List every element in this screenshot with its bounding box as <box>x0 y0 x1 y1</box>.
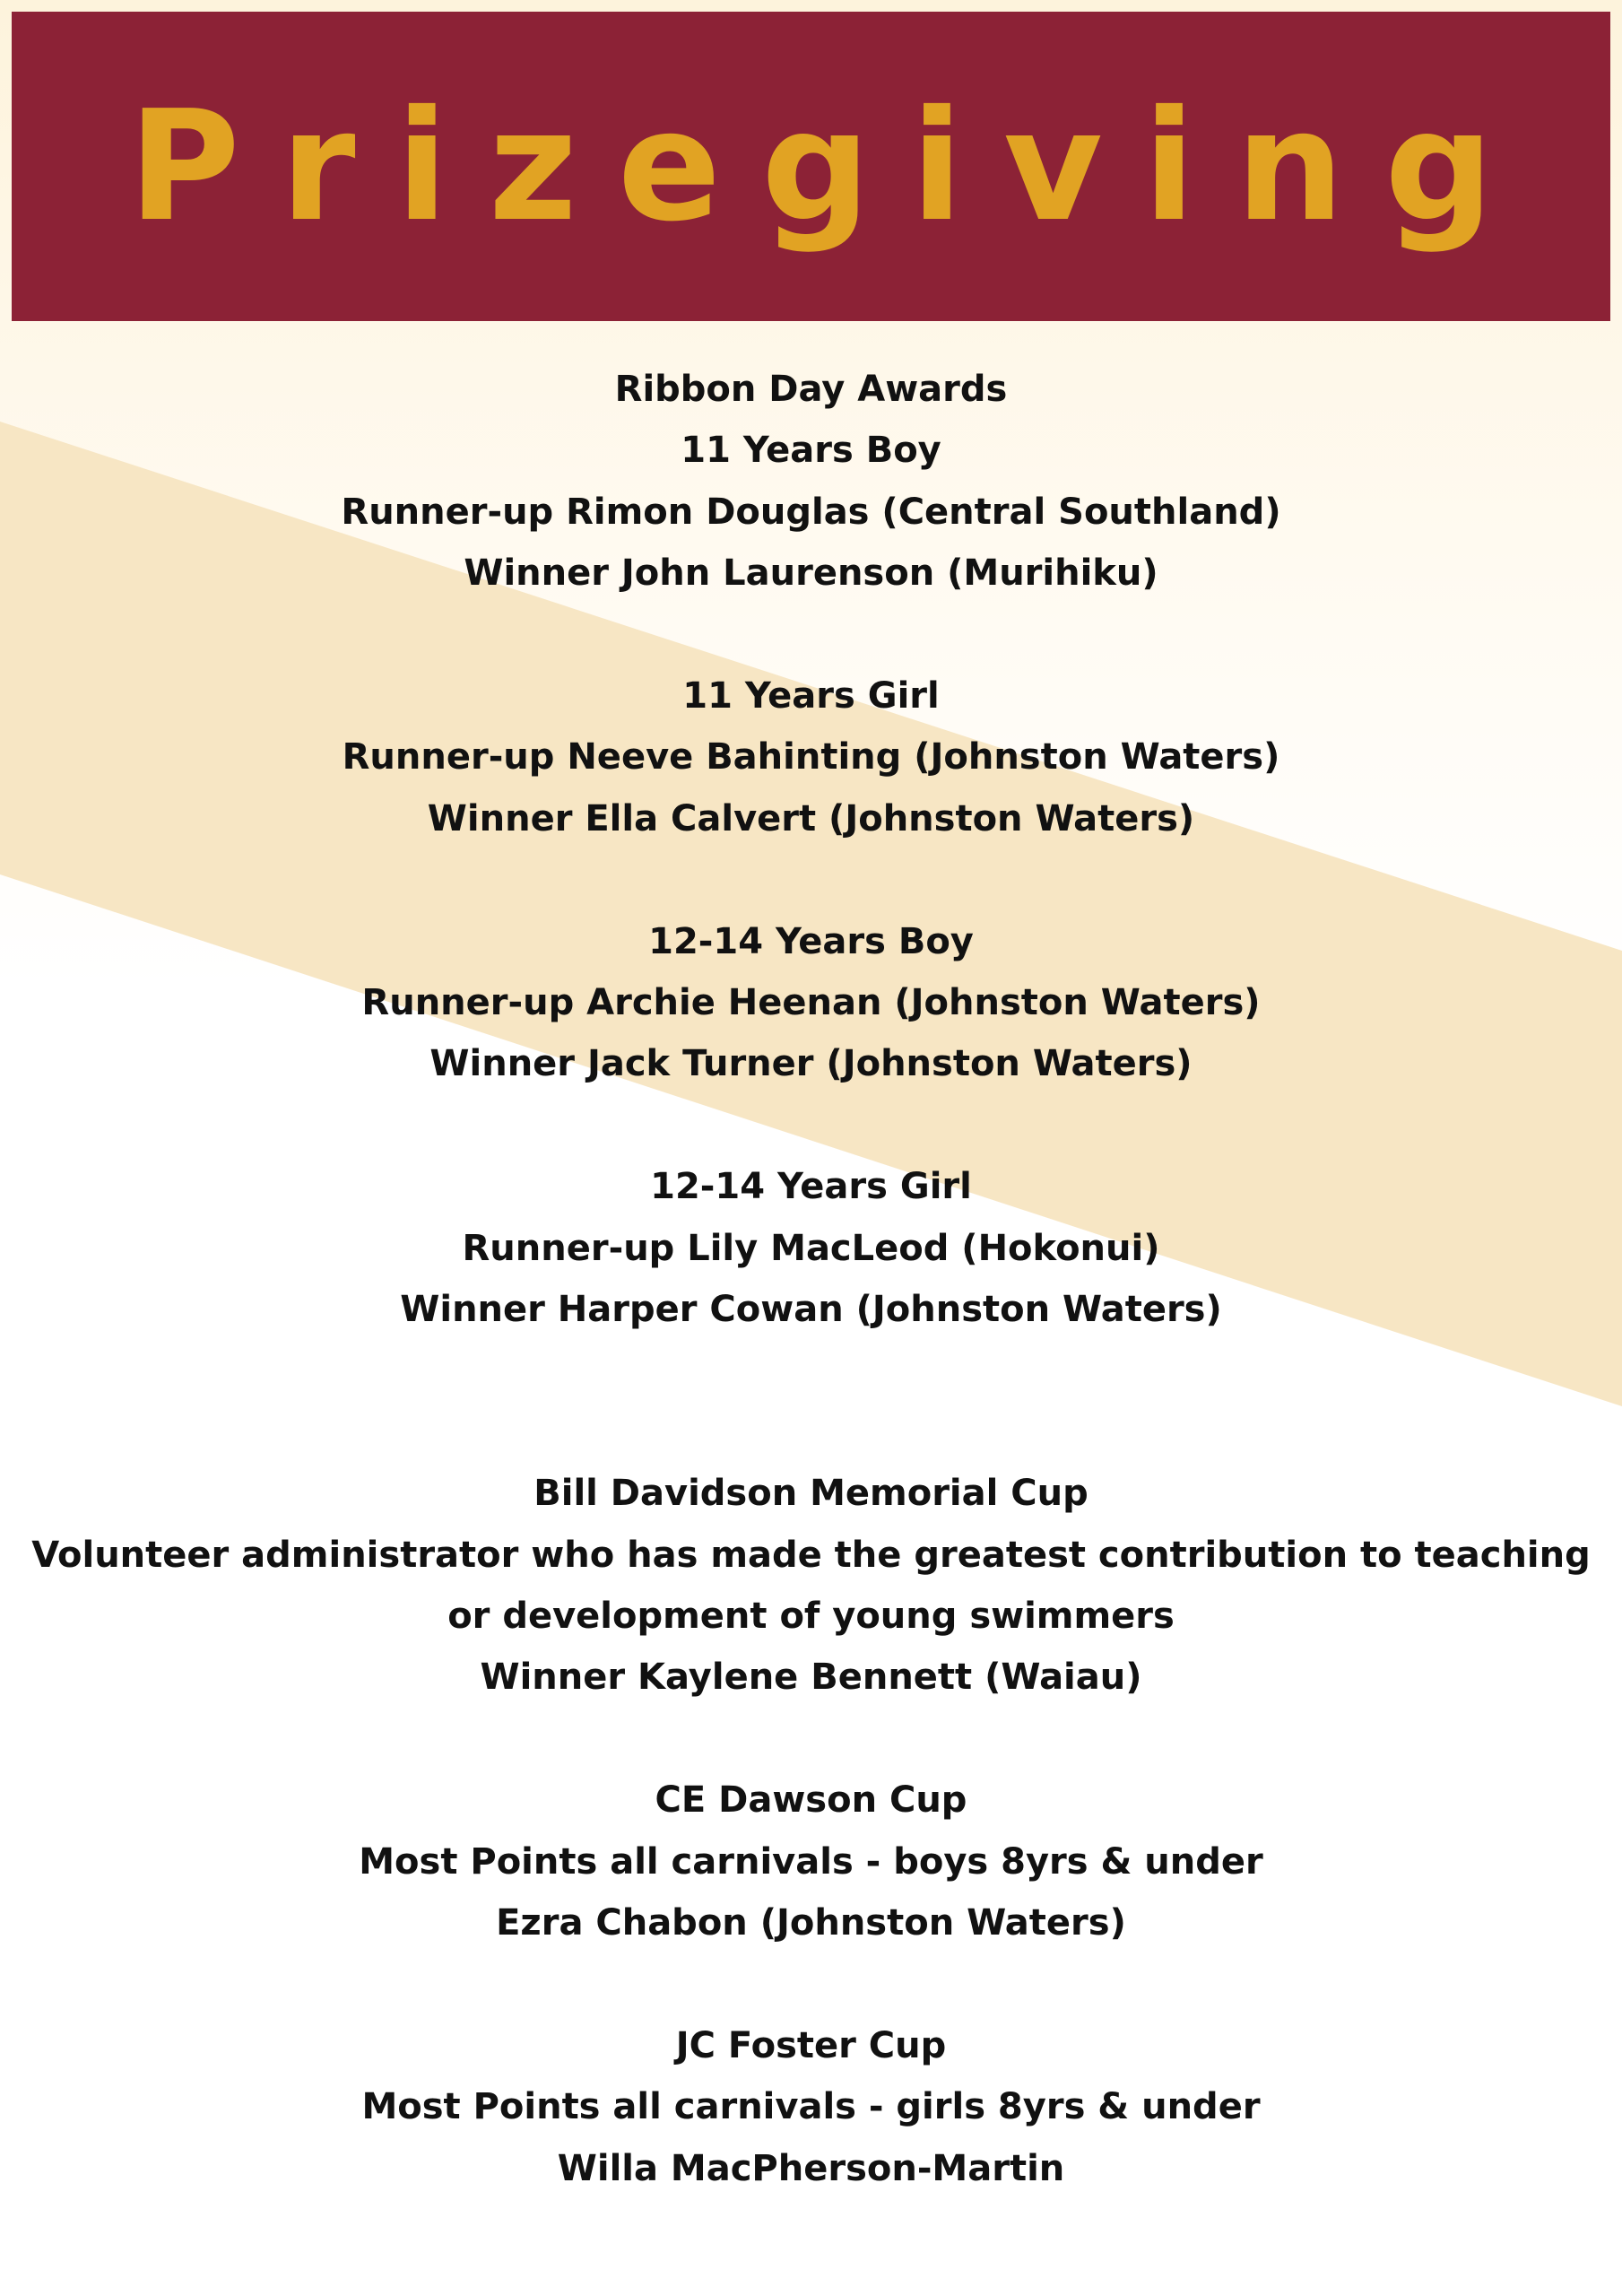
winner-entry: Winner Harper Cowan (Johnston Waters) <box>400 1289 1222 1331</box>
jc-foster-cup-section <box>0 2015 1622 2199</box>
cup-description: Most Points all carnivals - girls 8yrs & under <box>361 2086 1261 2128</box>
winner-entry: Winner Ella Calvert (Johnston Waters) <box>427 797 1195 839</box>
runner-up-entry: Runner-up Lily MacLeod (Hokonui) <box>462 1227 1160 1269</box>
bill-davidson-cup-section <box>0 1463 1622 1709</box>
cup-name: CE Dawson Cup <box>655 1779 967 1822</box>
cup-description: Most Points all carnivals - boys 8yrs & under <box>359 1840 1263 1883</box>
awards-content <box>0 359 1622 2199</box>
cup-description: Volunteer administrator who has made the greatest contribution to teaching or development of young swimmers <box>31 1534 1591 1638</box>
ribbon-day-heading: Ribbon Day Awards <box>614 369 1008 410</box>
award-category: 11 Years Boy <box>681 430 941 472</box>
runner-up-entry: Runner-up Archie Heenan (Johnston Waters) <box>361 982 1261 1024</box>
title-banner <box>12 12 1610 321</box>
award-category: 11 Years Girl <box>682 675 940 718</box>
ce-dawson-cup-section <box>0 1770 1622 1953</box>
page-title: Prizegiving <box>128 77 1534 256</box>
cup-winner: Willa MacPherson-Martin <box>557 2147 1065 2189</box>
winner-entry: Winner John Laurenson (Murihiku) <box>464 552 1158 595</box>
ribbon-day-section <box>0 359 1622 1340</box>
cup-name: JC Foster Cup <box>675 2024 947 2066</box>
runner-up-entry: Runner-up Neeve Bahinting (Johnston Waters) <box>342 736 1280 778</box>
award-category: 12-14 Years Girl <box>650 1166 972 1208</box>
award-category: 12-14 Years Boy <box>648 920 974 962</box>
winner-entry: Winner Jack Turner (Johnston Waters) <box>429 1043 1193 1085</box>
cup-winner: Winner Kaylene Bennett (Waiau) <box>480 1657 1142 1699</box>
runner-up-entry: Runner-up Rimon Douglas (Central Southland) <box>341 491 1281 533</box>
cup-winner: Ezra Chabon (Johnston Waters) <box>496 1902 1126 1944</box>
cup-name: Bill Davidson Memorial Cup <box>533 1473 1089 1515</box>
